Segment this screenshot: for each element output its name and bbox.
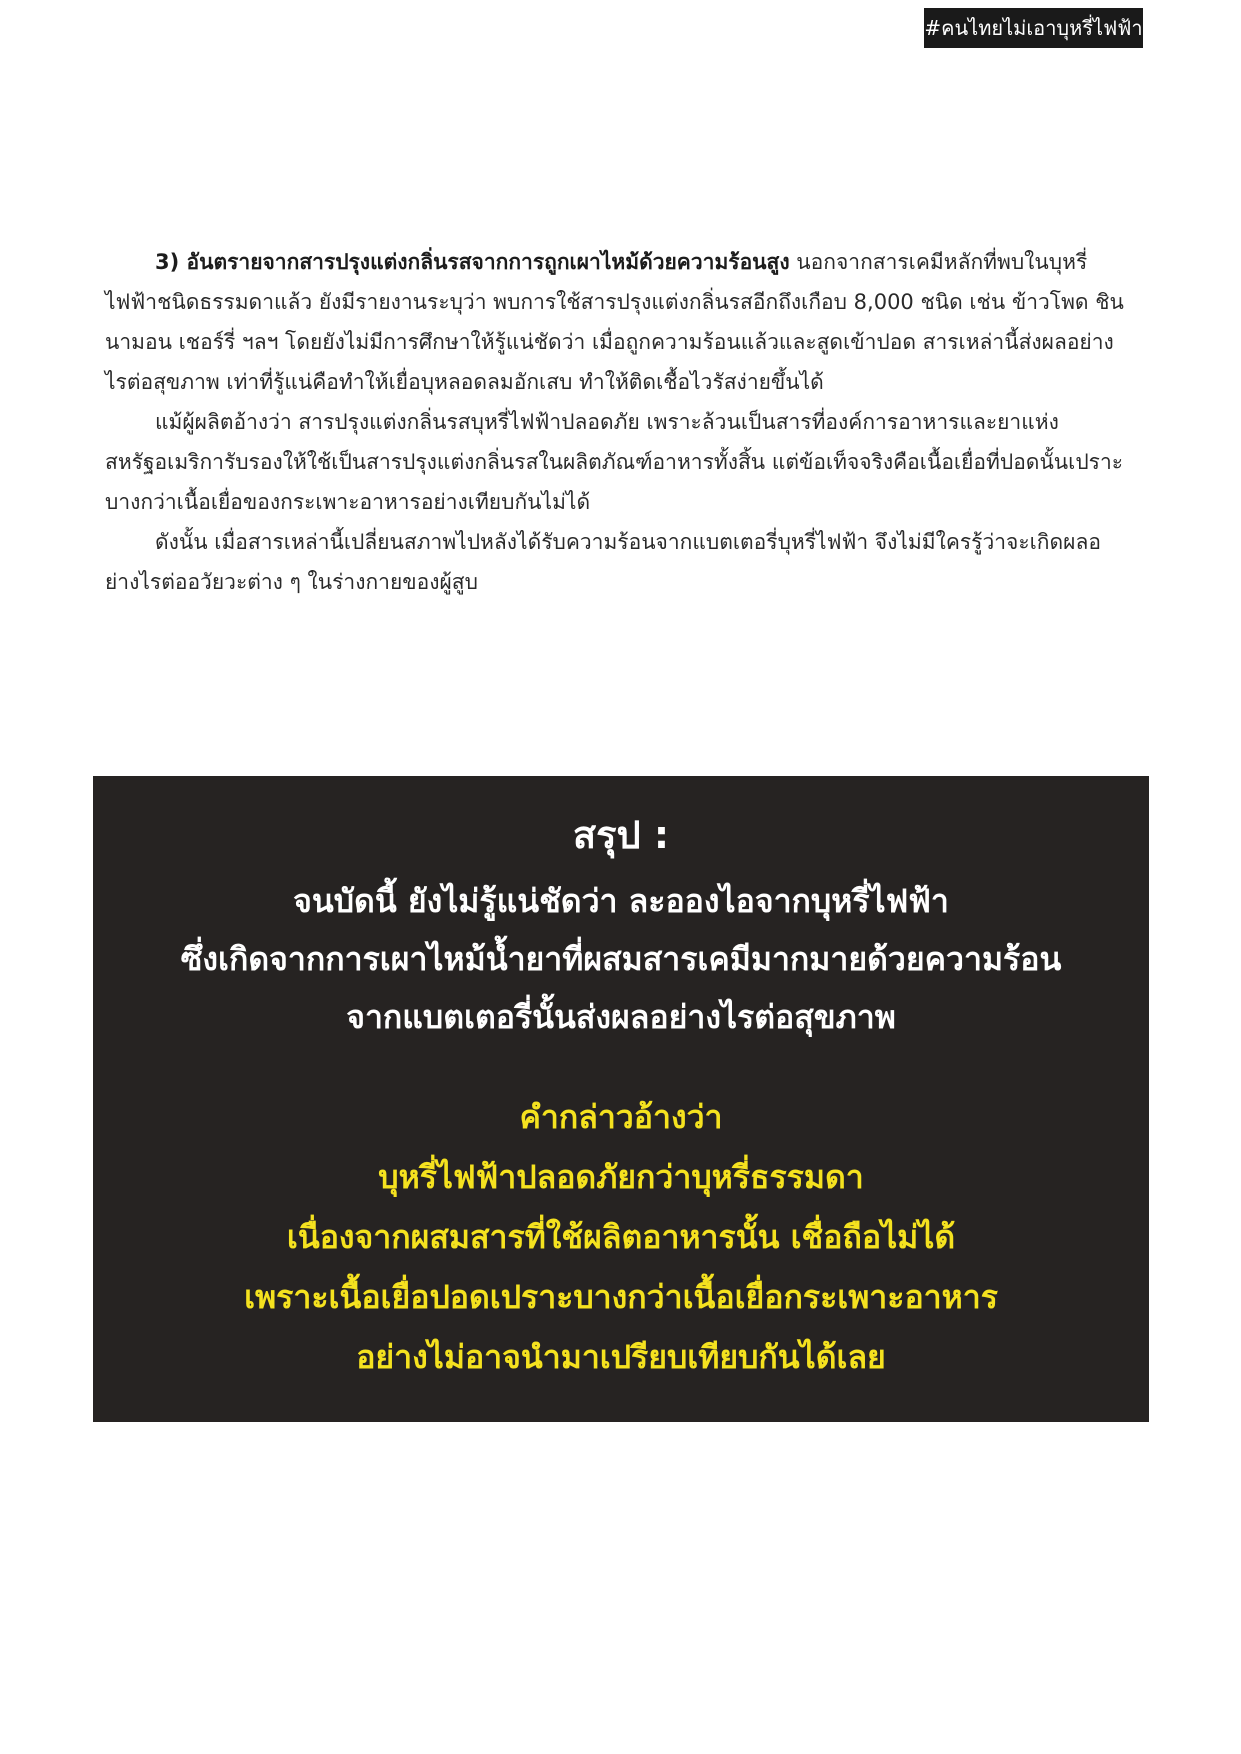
paragraph-1 bbox=[105, 242, 1131, 402]
summary-conclusion bbox=[93, 1087, 1149, 1387]
summary-line: จากแบตเตอรี่นั้นส่งผลอย่างไรต่อสุขภาพ bbox=[346, 998, 896, 1036]
summary-line: จนบัดนี้ ยังไม่รู้แน่ชัดว่า ละอองไอจากบุหรี่ไฟฟ้า bbox=[293, 882, 949, 920]
article-body bbox=[105, 242, 1131, 602]
paragraph-2: แม้ผู้ผลิตอ้างว่า สารปรุงแต่งกลิ่นรสบุหรี่ไฟฟ้าปลอดภัย เพราะล้วนเป็นสารที่องค์การอาหารและยาแห่งสหรัฐอเมริการับรองให้ใช้เป็นสารปรุงแต่งกลิ่นรสในผลิตภัณฑ์อาหารทั้งสิ้น แต่ข้อเท็จจริงคือเนื้อเยื่อที่ปอดนั้นเปราะบางกว่าเนื้อเยื่อของกระเพาะอาหารอย่างเทียบกันไม่ได้ bbox=[105, 410, 1124, 514]
conclusion-line: เพราะเนื้อเยื่อปอดเปราะบางกว่าเนื้อเยื่อกระเพาะอาหาร bbox=[244, 1278, 998, 1316]
conclusion-line: เนื่องจากผสมสารที่ใช้ผลิตอาหารนั้น เชื่อถือไม่ได้ bbox=[286, 1218, 956, 1256]
summary-line: ซึ่งเกิดจากการเผาไหม้น้ำยาที่ผสมสารเคมีมากมายด้วยความร้อน bbox=[180, 940, 1062, 978]
conclusion-line: บุหรี่ไฟฟ้าปลอดภัยกว่าบุหรี่ธรรมดา bbox=[378, 1158, 864, 1196]
summary-box bbox=[93, 776, 1149, 1422]
summary-statement bbox=[93, 872, 1149, 1046]
conclusion-line: อย่างไม่อาจนำมาเปรียบเทียบกันได้เลย bbox=[356, 1338, 886, 1376]
conclusion-line: คำกล่าวอ้างว่า bbox=[519, 1098, 723, 1136]
paragraph-1-heading: 3) อันตรายจากสารปรุงแต่งกลิ่นรสจากการถูกเผาไหม้ด้วยความร้อนสูง bbox=[155, 250, 790, 274]
paragraph-3: ดังนั้น เมื่อสารเหล่านี้เปลี่ยนสภาพไปหลังได้รับความร้อนจากแบตเตอรี่บุหรี่ไฟฟ้า จึงไม่มีใครรู้ว่าจะเกิดผลอย่างไรต่ออวัยวะต่าง ๆ ในร่างกายของผู้สูบ bbox=[105, 530, 1101, 594]
hashtag-badge: #คนไทยไม่เอาบุหรี่ไฟฟ้า bbox=[924, 8, 1143, 48]
paragraph-1-text: นอกจากสารเคมีหลักที่พบในบุหรี่ไฟฟ้าชนิดธรรมดาแล้ว ยังมีรายงานระบุว่า พบการใช้สารปรุงแต่งกลิ่นรสอีกถึงเกือบ 8,000 ชนิด เช่น ข้าวโพด ชินนามอน เชอร์รี่ ฯลฯ โดยยังไม่มีการศึกษาให้รู้แน่ชัดว่า เมื่อถูกความร้อนแล้วและสูดเข้าปอด สารเหล่านี้ส่งผลอย่างไรต่อสุขภาพ เท่าที่รู้แน่คือทำให้เยื่อบุหลอดลมอักเสบ ทำให้ติดเชื้อไวรัสง่ายขึ้นได้ bbox=[105, 250, 1124, 394]
summary-title: สรุป : bbox=[572, 813, 670, 857]
